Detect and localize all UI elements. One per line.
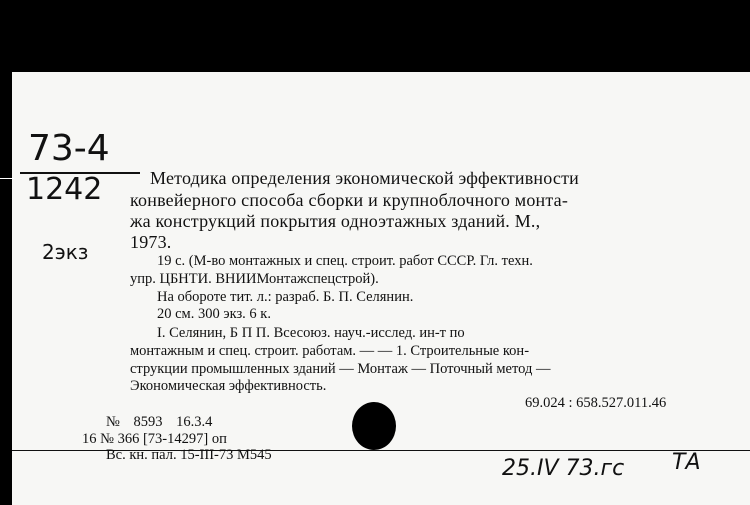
classification-index: 69.024 : 658.527.011.46: [525, 395, 667, 411]
tracing-line-3: струкции промышленных зданий — Монтаж — Поточный метод —: [130, 361, 551, 377]
details-line-1: 19 с. (М-во монтажных и спец. строит. работ СССР. Гл. техн.: [157, 253, 533, 269]
punch-hole: [352, 402, 396, 450]
copies-note: 2экз: [42, 240, 89, 264]
tracing-line-2: монтажным и спец. строит. работам. — — 1. Строительные кон-: [130, 343, 530, 359]
title-line-2: конвейерного способа сборки и крупноблочного монта-: [130, 190, 569, 210]
details-line-4: 20 см. 300 экз. 6 к.: [157, 306, 271, 322]
details-line-3: На обороте тит. л.: разраб. Б. П. Селянин.: [157, 289, 414, 305]
handwritten-mark: ТА: [672, 450, 701, 475]
handwritten-date: 25.IV 73.гс: [502, 456, 625, 481]
call-number-top: 73-4: [28, 128, 110, 169]
footer-number-line: № 8593 16.3.4: [106, 414, 213, 430]
margin-tick: [0, 178, 14, 179]
catalog-card: [12, 72, 750, 505]
title-line-3: жа конструкций покрытия одноэтажных зданий. М.,: [130, 211, 541, 231]
footer-order-line: 16 № 366 [73-14297] оп: [82, 431, 227, 447]
call-number-bottom: 1242: [26, 172, 103, 207]
details-line-2: упр. ЦБНТИ. ВНИИМонтажспецстрой).: [130, 271, 379, 287]
title-line-1: Методика определения экономической эффективности: [150, 168, 579, 188]
tracing-line-1: I. Селянин, Б П П. Всесоюз. науч.-исслед. ин-т по: [157, 325, 465, 341]
title-line-4: 1973.: [130, 232, 172, 252]
footer-chamber-line: Вс. кн. пал. 15-III-73 М545: [106, 447, 272, 463]
tracing-line-4: Экономическая эффективность.: [130, 378, 327, 394]
